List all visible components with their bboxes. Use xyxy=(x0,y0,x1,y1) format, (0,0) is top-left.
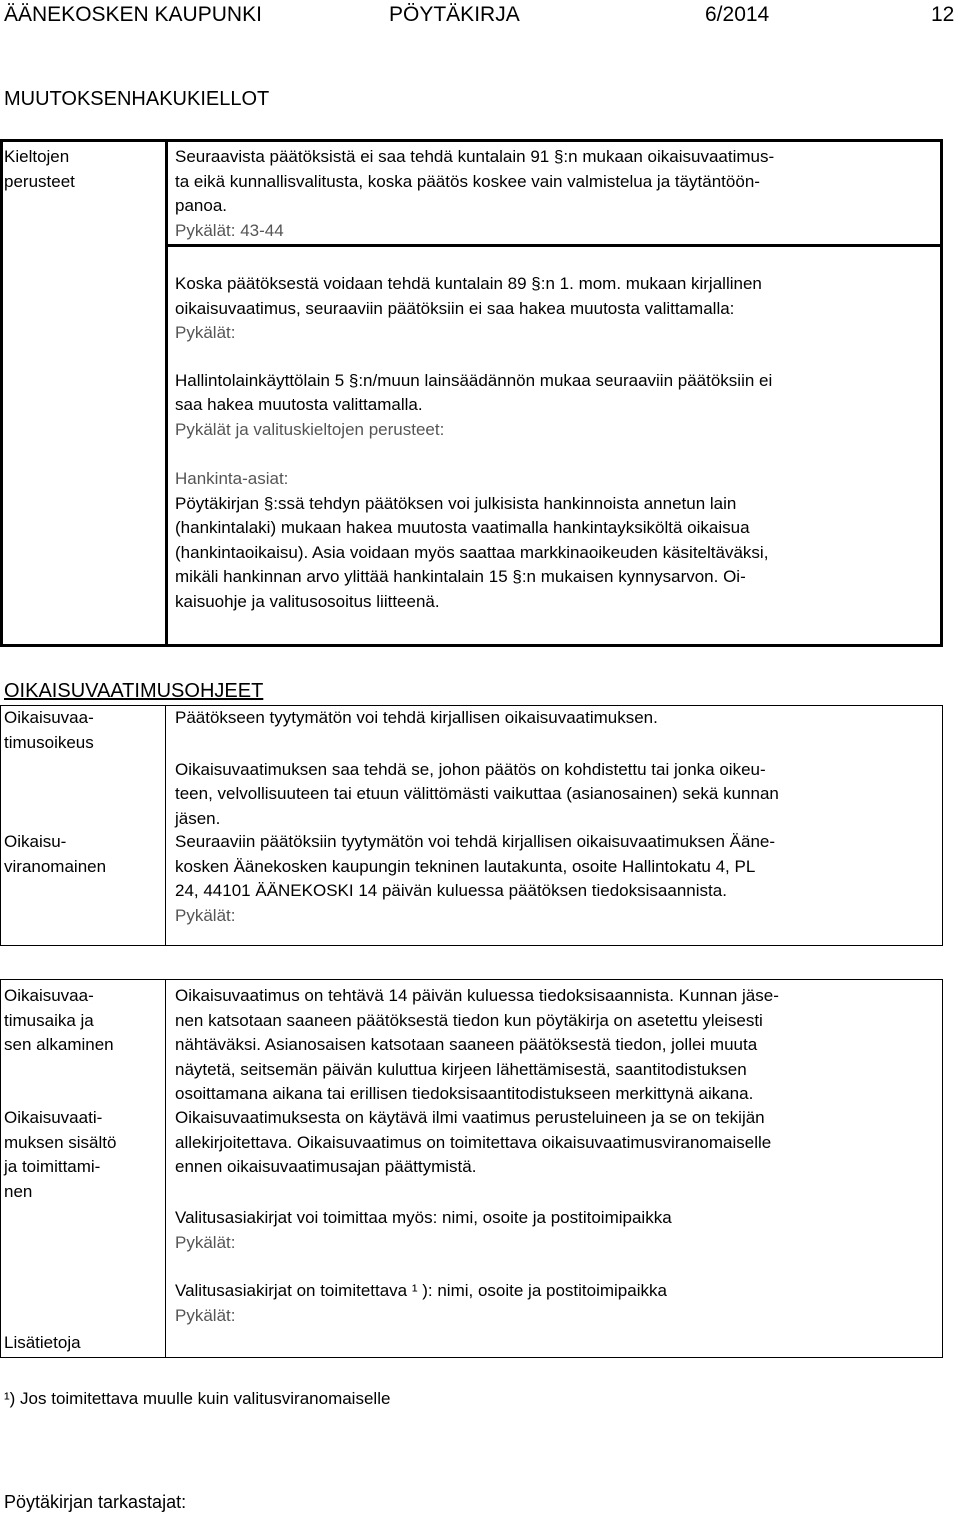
block-valmistelu: Seuraavista päätöksistä ei saa tehdä kuntalain 91 §:n mukaan oikaisuvaatimus- ta eikä kunnallisvalitusta, koska päätös koskee vain valmistelua ja täytäntöön- panoa. Pykälät: 43-44 xyxy=(175,145,935,243)
pykalat-valitus1: Pykälät: xyxy=(175,1232,236,1252)
block-oikaisuvaatimus: Koska päätöksestä voidaan tehdä kuntalain 89 §:n 1. mom. mukaan kirjallinen oikaisuvaatimus, seuraaviin päätöksiin ei saa hakea muutosta valittamalla: Pykälät: Hallintolainkäyttölain 5 §:n/muun lainsäädännön mukaa seuraaviin päätöksiin ei saa hakea muutosta valittamalla. Pykälät ja valituskieltojen perusteet: Hankinta-asiat: Pöytäkirjan §:ssä tehdyn päätöksen voi julkisista hankinnoista annetun lain (hankintalaki) mukaan hakea muutosta vaatimalla hankintayksiköltä oikaisua (hankintaoikaisu). Asia voidaan myös saattaa markkinaoikeuden käsiteltäväksi, mikäli hankinnan arvo ylittää hankintalain 15 §:n mukaisen kynnysarvon. Oi- kaisuohje ja valitusosoitus liitteenä. xyxy=(175,272,935,614)
document-type: PÖYTÄKIRJA xyxy=(389,3,520,26)
column-divider xyxy=(165,139,168,647)
pykalat-valmistelu: Pykälät: 43-44 xyxy=(175,220,284,240)
valitusasiakirjat-2: Valitusasiakirjat on toimitettava ¹ ): nimi, osoite ja postitoimipaikka Pykälät: xyxy=(175,1279,935,1328)
footnote: ¹) Jos toimitettava muulle kuin valitusviranomaiselle xyxy=(4,1389,391,1408)
signature-label: Pöytäkirjan tarkastajat: xyxy=(4,1492,187,1512)
pykalat-viranomainen: Pykälät: xyxy=(175,905,236,925)
column-divider xyxy=(165,979,166,1358)
pykalat-valitus2: Pykälät: xyxy=(175,1305,236,1325)
label-oikaisuviranomainen: Oikaisu- viranomainen xyxy=(4,832,107,876)
org-name: ÄÄNEKOSKEN KAUPUNKI xyxy=(4,3,262,26)
column-divider xyxy=(165,705,166,946)
label-kieltojen-perusteet: Kieltojen perusteet xyxy=(4,147,75,191)
content-oikaisuvaatimusaika: Oikaisuvaatimus on tehtävä 14 päivän kuluessa tiedoksisaannista. Kunnan jäse- nen katsotaan saaneen päätöksestä tiedon kun pöytäkirja on asetettu yleisesti nähtäväksi. Asianosaisen katsotaan saaneen päätöksestä tiedon, jollei muuta näytetä, seitsemän päivän kuluttua kirjeen lähettämisestä, saantitodistuksen osoittamana aikana tai erillisen tiedoksisaantitodistukseen merkittynä aikana. xyxy=(175,986,779,1103)
page-number: 12 xyxy=(931,3,955,26)
appeal-ban-content xyxy=(175,145,935,243)
row-divider xyxy=(165,244,943,247)
section-title-oikaisuvaatimusohjeet: OIKAISUVAATIMUSOHJEET xyxy=(4,680,264,702)
section-title-muutoksenhakukiellot: MUUTOKSENHAKUKIELLOT xyxy=(4,88,270,110)
content-oikaisuvaatimusoikeus: Päätökseen tyytymätön voi tehdä kirjallisen oikaisuvaatimuksen. Oikaisuvaatimuksen saa tehdä se, johon päätös on kohdistettu tai jonka oikeu- teen, velvollisuuteen tai etuun välittömästi vaikuttaa (asianosainen) sekä kunnan jäsen. xyxy=(175,708,779,828)
pykalat-oikaisuvaatimus: Pykälät: xyxy=(175,323,236,342)
content-oikaisuviranomainen: Seuraaviin päätöksiin tyytymätön voi tehdä kirjallisen oikaisuvaatimuksen Ääne- kosken Äänekosken kaupungin tekninen lautakunta, osoite Hallintokatu 4, PL 24, 44101 ÄÄNEKOSKI 14 päivän kuluessa päätöksen tiedoksisaannista. Pykälät: xyxy=(175,830,935,928)
label-oikaisuvaatimuksen-sisalto: Oikaisuvaati- muksen sisältö ja toimittami- nen xyxy=(4,1108,117,1201)
pykalat-valituskiellot: Pykälät ja valituskieltojen perusteet: xyxy=(175,419,445,439)
issue-number: 6/2014 xyxy=(705,3,770,26)
label-lisatietoja: Lisätietoja xyxy=(4,1333,81,1352)
label-oikaisuvaatimusaika: Oikaisuvaa- timusaika ja sen alkaminen xyxy=(4,986,114,1054)
label-oikaisuvaatimusoikeus: Oikaisuvaa- timusoikeus xyxy=(4,708,94,752)
hankinta-heading: Hankinta-asiat: xyxy=(175,469,289,488)
content-oikaisuvaatimuksen-sisalto: Oikaisuvaatimuksesta on käytävä ilmi vaatimus perusteluineen ja se on tekijän allekirjoitettava. Oikaisuvaatimus on toimitettava oikaisuvaatimusviranomaiselle ennen oikaisuvaatimusajan päättymistä. xyxy=(175,1108,772,1176)
valitusasiakirjat-1: Valitusasiakirjat voi toimittaa myös: nimi, osoite ja postitoimipaikka Pykälät: xyxy=(175,1206,935,1255)
